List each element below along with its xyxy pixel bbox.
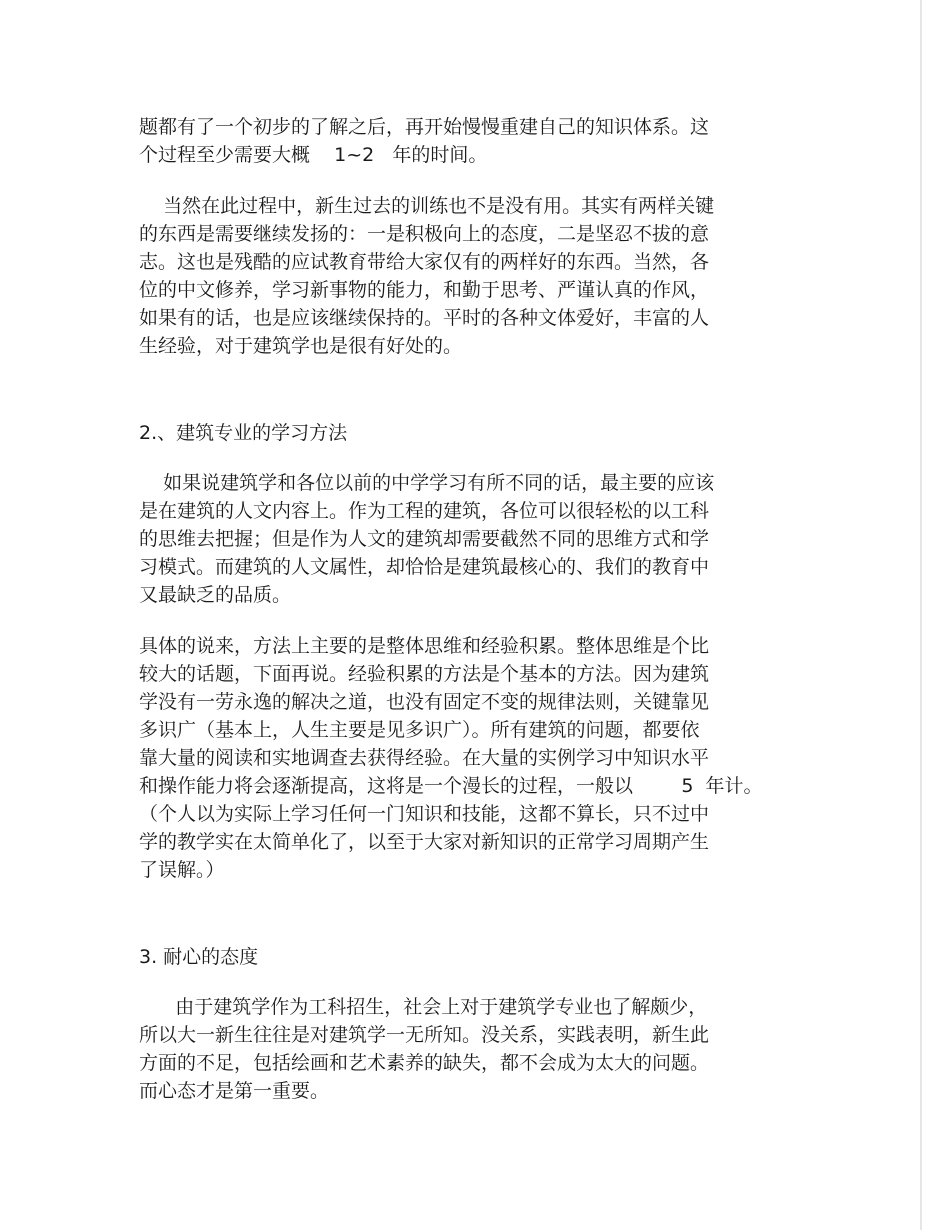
paragraph-experience [139,632,799,884]
page-edge-divider [920,0,922,1230]
text-line: 的东西是需要继续发扬的：一是积极向上的态度，二是坚忍不拔的意 [139,223,710,245]
text-line: 位的中文修养，学习新事物的能力，和勤于思考、严谨认真的作风， [139,279,710,301]
text-line: 而心态才是第一重要。 [139,1080,330,1102]
text-line: 题都有了一个初步的了解之后，再开始慢慢重建自己的知识体系。这 [139,116,710,138]
document-body [139,113,799,1105]
text-line: 志。这也是残酷的应试教育带给大家仅有的两样好的东西。当然，各 [139,251,710,273]
text-line: 是在建筑的人文内容上。作为工程的建筑，各位可以很轻松的以工科 [139,500,710,522]
text-line: 多识广（基本上，人生主要是见多识广）。所有建筑的问题，都要依 [139,719,700,741]
paragraph-training-value [139,192,799,360]
text-line: 靠大量的阅读和实地调查去获得经验。在大量的实例学习中知识水平 [139,747,710,769]
text-line: 学的教学实在太简单化了，以至于大家对新知识的正常学习周期产生 [139,831,710,853]
text-line: 了误解。） [139,859,225,881]
paragraph-patience [139,993,799,1105]
text-line: 的思维去把握；但是作为人文的建筑却需要截然不同的思维方式和学 [139,528,710,550]
text-line: （个人以为实际上学习任何一门知识和技能，这都不算长，只不过中 [139,803,710,825]
text-line: 所以大一新生往往是对建筑学一无所知。没关系，实践表明，新生此 [139,1024,710,1046]
paragraph-intro-continuation [139,113,799,169]
text-line: 习模式。而建筑的人文属性，却恰恰是建筑最核心的、我们的教育中 [139,556,710,578]
text-line: 又最缺乏的品质。 [139,584,292,606]
text-line: 和操作能力将会逐渐提高，这将是一个漫长的过程，一般以 5 年计。 [139,775,763,797]
paragraph-humanities [139,469,799,609]
text-line: 学没有一劳永逸的解决之道，也没有固定不变的规律法则，关键靠见 [139,691,710,713]
text-line: 生经验，对于建筑学也是很有好处的。 [139,335,463,357]
text-line: 当然在此过程中，新生过去的训练也不是没有用。其实有两样关键 [139,195,715,217]
section-heading-study-method: 2.、建筑专业的学习方法 [139,422,348,444]
text-line: 较大的话题，下面再说。经验积累的方法是个基本的方法。因为建筑 [139,663,710,685]
section-heading-patience: 3. 耐心的态度 [139,946,259,968]
text-line: 由于建筑学作为工科招生，社会上对于建筑学专业也了解颇少， [139,996,708,1018]
text-line: 方面的不足，包括绘画和艺术素养的缺失，都不会成为太大的问题。 [139,1052,710,1074]
text-line: 个过程至少需要大概 1~2 年的时间。 [139,144,488,166]
text-line: 具体的说来，方法上主要的是整体思维和经验积累。整体思维是个比 [139,635,710,657]
text-line: 如果说建筑学和各位以前的中学学习有所不同的话，最主要的应该 [139,472,715,494]
text-line: 如果有的话，也是应该继续保持的。平时的各种文体爱好，丰富的人 [139,307,710,329]
